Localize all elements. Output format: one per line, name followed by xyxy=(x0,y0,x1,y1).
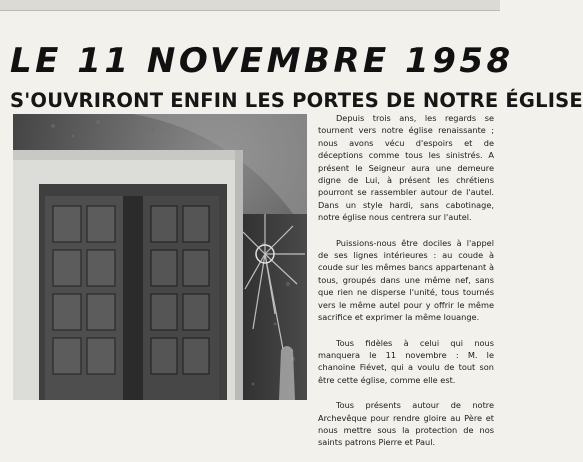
article-paragraph-3: Tous fidèles à celui qui nous manquera le 11 novembre : M. le chanoine Fiévet, qui a voulu de tout son être cette église, comme elle est. xyxy=(318,337,494,385)
top-rule xyxy=(0,0,500,11)
mosaic-wall xyxy=(233,214,307,400)
mosaic-figure xyxy=(279,346,295,400)
article-paragraph-4: Tous présents autour de notre Archevêque pour rendre gloire au Père et nous mettre sous la protection de nos saints patrons Pierre et Paul. xyxy=(318,400,494,448)
article-paragraph-1: Depuis trois ans, les regards se tournent vers notre église renaissante ; nous avons vécu d'espoirs et de déceptions comme tous les sinistrés. A présent le Seigneur aura une demeure digne de Lui, à présent les chrétiens pourront se rassembler autour de l'autel. Dans un style hardi, sans cabotinage, notre église nous centrera sur l'autel. xyxy=(318,113,494,223)
headline-title: LE 11 NOVEMBRE 1958 xyxy=(10,40,514,81)
door-frame-shadow xyxy=(13,150,243,160)
door-jamb-right xyxy=(235,150,243,400)
article-paragraph-2: Puissions-nous être dociles à l'appel de ses lignes intérieures : au coude à coude sur les mêmes bancs appartenant à tous, groupés dans une même nef, sans que rien ne disperse l'unité, tous tournés vers le même autel pour y offrir le même sacrifice et exprimer la même louange. xyxy=(318,237,494,323)
church-photo xyxy=(13,114,307,400)
headline-subtitle: S'OUVRIRONT ENFIN LES PORTES DE NOTRE ÉGLISE xyxy=(10,89,583,113)
door-gap xyxy=(123,196,143,400)
article-text xyxy=(318,112,494,462)
